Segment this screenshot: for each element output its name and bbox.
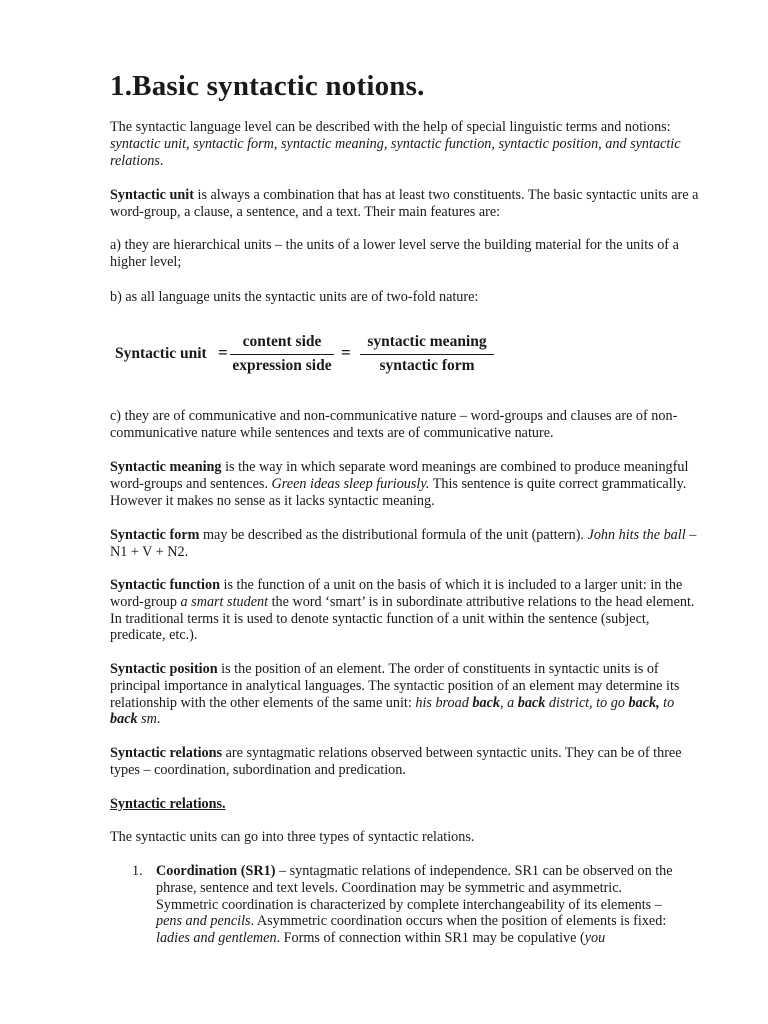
syntactic-unit-paragraph — [110, 187, 702, 221]
syntactic-function-term: Syntactic function — [110, 577, 220, 593]
formula-left-term: Syntactic unit — [115, 345, 207, 362]
position-end: . — [156, 711, 161, 728]
syntactic-position-term: Syntactic position — [110, 661, 218, 677]
position-example-2-bold: back — [517, 694, 546, 711]
formula-equals-1: = — [218, 343, 228, 362]
coordination-example-3: you — [584, 930, 606, 947]
intro-paragraph — [110, 119, 702, 169]
position-example-3-bold: back, — [628, 694, 660, 711]
syntactic-form-formula: – N1 + V + N2. — [110, 527, 697, 560]
formula-syntactic-form: syntactic form — [379, 357, 475, 374]
list-item-body — [156, 863, 686, 947]
list-item-number: 1. — [132, 863, 143, 879]
page-title: 1.Basic syntactic notions. — [110, 70, 425, 102]
syntactic-form-term: Syntactic form — [110, 527, 200, 543]
position-example-4-bold: back — [110, 711, 138, 728]
position-example-4: to — [659, 694, 675, 711]
formula-expression-side: expression side — [232, 357, 332, 374]
syntactic-meaning-text-2: This sentence is quite correct grammatically. However it makes no sense as it lacks syntactic meaning. — [110, 475, 687, 509]
syntactic-relations-paragraph — [110, 745, 702, 779]
intro-end: . — [159, 152, 164, 169]
feature-b-paragraph: b) as all language units the syntactic units are of two-fold nature: — [110, 289, 479, 305]
syntactic-relations-text: are syntagmatic relations observed between syntactic units. They can be of three types – coordination, subordination and predication. — [110, 745, 682, 778]
formula-fraction-bar-1 — [230, 354, 334, 355]
syntactic-unit-term: Syntactic unit — [110, 187, 194, 203]
intro-terms: syntactic unit, syntactic form, syntactic meaning, syntactic function, syntactic position, and syntactic relations — [110, 135, 681, 169]
syntactic-function-text: is the function of a unit on the basis of which it is included to a larger unit: in the word-group — [110, 577, 683, 610]
relations-intro-paragraph: The syntactic units can go into three types of syntactic relations. — [110, 829, 475, 845]
formula-content-side: content side — [242, 333, 322, 350]
coordination-term: Coordination (SR1) — [156, 863, 276, 879]
syntactic-meaning-term: Syntactic meaning — [110, 459, 222, 475]
position-example-3: district, to go — [545, 694, 629, 711]
position-example-1-bold: back — [472, 694, 500, 711]
two-fold-nature-formula — [110, 333, 530, 377]
intro-text: The syntactic language level can be described with the help of special linguistic terms and notions: — [110, 119, 671, 135]
formula-equals-2: = — [341, 343, 351, 362]
syntactic-meaning-text: is the way in which separate word meanings are combined to produce meaningful word-groups and sentences. — [110, 459, 689, 492]
position-example-2: , a — [499, 694, 518, 711]
syntactic-meaning-example: Green ideas sleep furiously. — [271, 475, 430, 492]
coordination-text-3: . Forms of connection within SR1 may be copulative ( — [276, 930, 585, 947]
formula-syntactic-meaning: syntactic meaning — [367, 333, 487, 350]
position-example-1: his broad — [415, 694, 473, 711]
syntactic-meaning-paragraph — [110, 459, 702, 509]
syntactic-form-text: may be described as the distributional formula of the unit (pattern). — [199, 527, 588, 543]
syntactic-form-paragraph — [110, 527, 702, 561]
feature-c-paragraph: c) they are of communicative and non-communicative nature – word-groups and clauses are of non-communicative nature while sentences and texts are of communicative nature. — [110, 408, 678, 441]
position-example-5: sm — [137, 711, 157, 728]
coordination-text: – syntagmatic relations of independence. SR1 can be observed on the phrase, sentence and text levels. Coordination may be symmetric and asymmetric. Symmetric coordination is characterized by complete interchangeability of its elements – — [156, 863, 673, 913]
syntactic-relations-term: Syntactic relations — [110, 745, 223, 761]
coordination-example-2: ladies and gentlemen — [156, 930, 277, 947]
relations-section-heading: Syntactic relations. — [110, 796, 226, 812]
syntactic-function-text-2: the word ‘smart’ is in subordinate attributive relations to the head element. In traditional terms it is used to denote syntactic function of a unit within the sentence (subject, predicate, etc.). — [110, 593, 695, 644]
syntactic-unit-text: is always a combination that has at least two constituents. The basic syntactic units are a word-group, a clause, a sentence, and a text. Their main features are: — [110, 187, 699, 220]
formula-fraction-bar-2 — [360, 354, 494, 355]
feature-a-paragraph: a) they are hierarchical units – the units of a lower level serve the building material for the units of a higher level; — [110, 237, 679, 270]
syntactic-form-example: John hits the ball — [587, 527, 686, 543]
syntactic-position-text: is the position of an element. The order of constituents in syntactic units is of principal importance in analytical languages. The syntactic position of an element may determine its relationship with the other elements of the same unit: — [110, 661, 680, 711]
syntactic-position-paragraph — [110, 661, 702, 728]
syntactic-function-paragraph — [110, 577, 702, 644]
syntactic-function-example: a smart student — [180, 593, 269, 610]
coordination-example-1: pens and pencils — [156, 913, 251, 930]
coordination-text-2: . Asymmetric coordination occurs when the position of elements is fixed: — [250, 913, 667, 930]
